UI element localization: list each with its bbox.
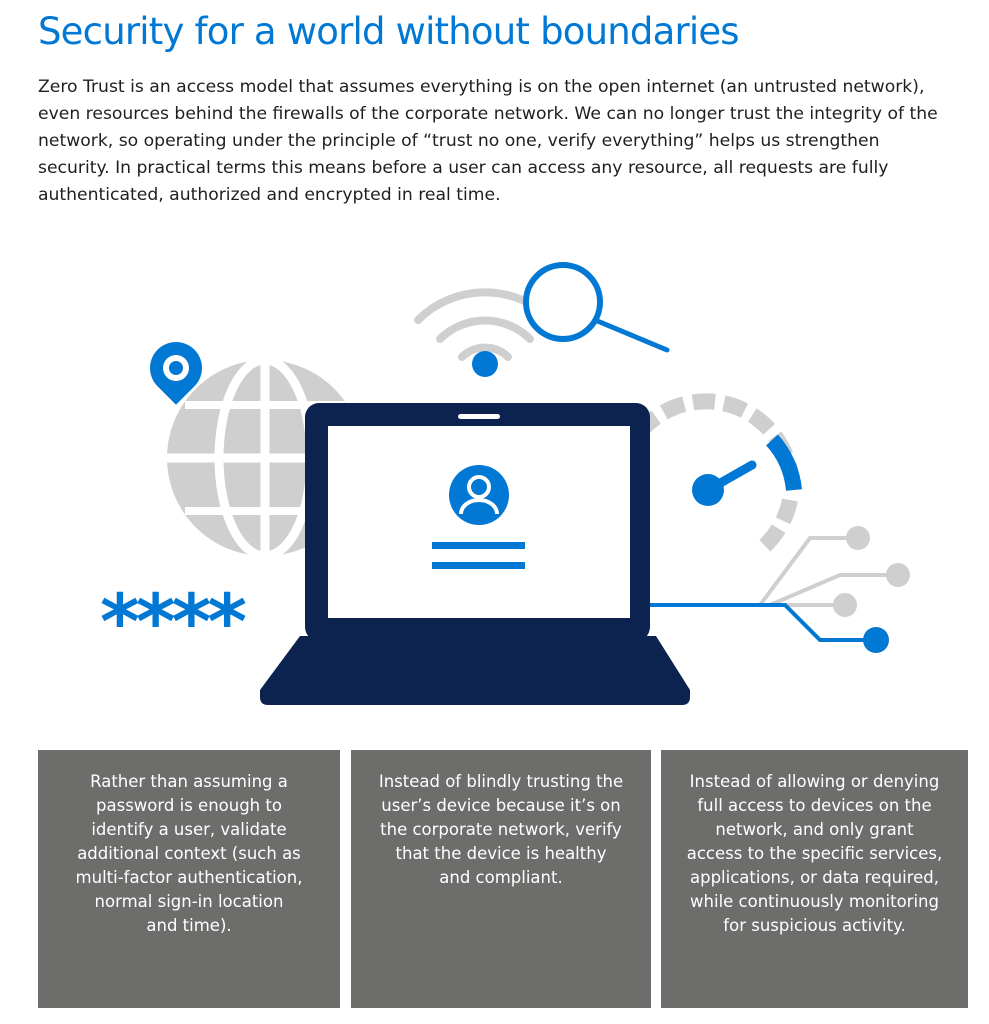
info-box-access: Instead of allowing or denying full access to devices on the network, and only grant access to the specific services, applications, or data required, while continuously monitoring for suspicious activity. [661,750,968,1008]
credential-line [432,542,525,549]
wifi-dot [472,351,498,377]
info-box-device: Instead of blindly trusting the user’s device because it’s on the corporate network, verify that the device is healthy and compliant. [351,750,651,1008]
user-icon [449,465,509,525]
zero-trust-illustration [0,230,989,720]
magnifier-icon [526,265,667,350]
info-box-identity: Rather than assuming a password is enough to identify a user, validate additional context (such as multi-factor authentication, normal sign-in location and time). [38,750,340,1008]
credential-line [432,562,525,569]
speedometer-icon [640,401,794,550]
intro-paragraph: Zero Trust is an access model that assumes everything is on the open internet (an untrusted network), even resources behind the firewalls of the corporate network. We can no longer trust the integrity of the network, so operating under the principle of “trust no one, verify everything” helps us strengthen security. In practical terms this means before a user can access any resource, all requests are fully authenticated, authorized and encrypted in real time. [38,77,938,205]
page-title: Security for a world without boundaries [38,10,739,53]
network-icon [650,526,910,653]
laptop-icon [260,403,690,705]
password-mask: **** [100,577,243,666]
